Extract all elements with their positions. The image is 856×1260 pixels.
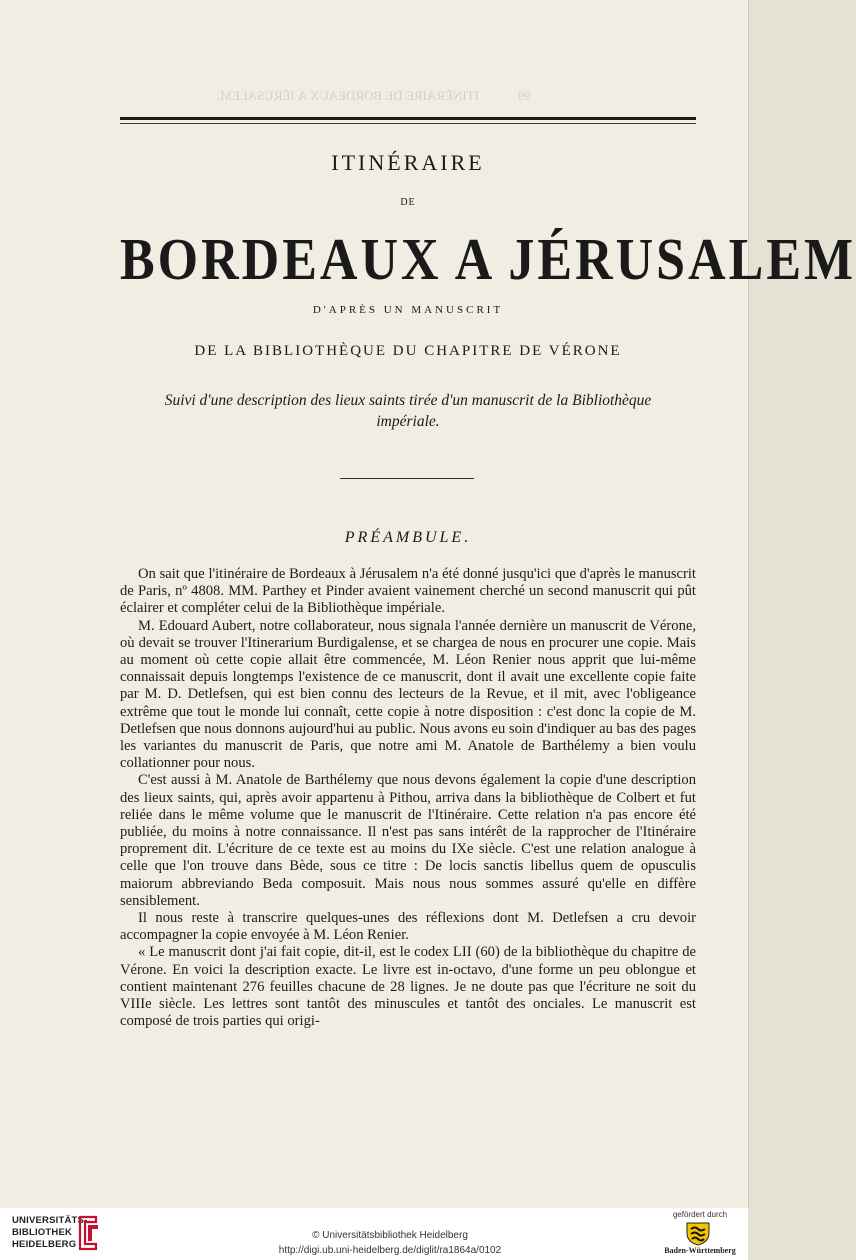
section-heading: PRÉAMBULE. bbox=[344, 529, 472, 546]
logo-text-line1: UNIVERSITÄTS- bbox=[12, 1215, 88, 1226]
funded-by-label: gefördert durch bbox=[672, 1210, 728, 1219]
logo-text-line3: HEIDELBERG bbox=[12, 1239, 77, 1250]
header-thin-rule bbox=[120, 123, 696, 124]
section-divider bbox=[340, 478, 474, 479]
paragraph: « Le manuscrit dont j'ai fait copie, dit-il, est le codex LII (60) de la bibliothèque du chapitre de Vérone. En voici la description exacte. Le livre est in-octavo, d'une forme un peu oblongue et contient maintenant 276 feuilles chacune de 28 lignes. Je ne doute pas que l'écriture ne soit du VIIIe siècle. Les lettres sont tantôt des minuscules et tantôt des onciales. Le manuscrit est composé de trois parties qui origi- bbox=[120, 944, 696, 1030]
copyright-notice: © Universitätsbibliothek Heidelberg bbox=[312, 1230, 468, 1241]
subtitle: Suivi d'une description des lieux saints tirée d'un manuscrit de la Bibliothèque impériale. bbox=[164, 392, 652, 430]
baden-wuerttemberg-coat-of-arms-icon bbox=[683, 1220, 713, 1246]
paragraph: C'est aussi à M. Anatole de Barthélemy que nous devons également la copie d'une description des lieux saints, qui, après avoir appartenu à Pithou, arriva dans la bibliothèque de Colbert et fut reliée dans le même volume que le manuscrit de l'Itinéraire. Cette relation n'a pas encore été publiée, du moins à notre connaissance. Il n'est pas sans intérêt de la rapprocher de l'Itinéraire proprement dit. L'écriture de ce texte est au moins du IXe siècle. C'est une relation analogue à celle que l'on trouve dans Bède, sous ce titre : De locis sanctis libellus quem de opusculis maiorum abbreviando Beda composuit. Mais nous nous sommes assuré qu'elle en diffère sensiblement. bbox=[120, 772, 696, 909]
bleed-page-number: 99 bbox=[517, 88, 531, 103]
body-text bbox=[120, 566, 696, 1030]
state-name: Baden-Württemberg bbox=[664, 1246, 736, 1255]
title-itineraire: ITINÉRAIRE bbox=[331, 150, 485, 175]
title-library: DE LA BIBLIOTHÈQUE DU CHAPITRE DE VÉRONE bbox=[194, 343, 622, 359]
permalink-url[interactable]: http://digi.ub.uni-heidelberg.de/diglit/ra1864a/0102 bbox=[278, 1245, 502, 1256]
title-after-manuscript: D'APRÈS UN MANUSCRIT bbox=[312, 304, 504, 316]
main-title: BORDEAUX A JÉRUSALEM bbox=[120, 227, 856, 293]
header-thick-rule bbox=[120, 117, 696, 120]
paragraph: Il nous reste à transcrire quelques-unes des réflexions dont M. Detlefsen a cru devoir accompagner la copie envoyée à M. Léon Renier. bbox=[120, 910, 696, 944]
paragraph: M. Edouard Aubert, notre collaborateur, nous signala l'année dernière un manuscrit de Vérone, où devait se trouver l'Itinerarium Burdigalense, et se chargea de nous en procurer une copie. Mais au moment où cette copie allait être commencée, M. Léon Renier nous apprit que lui-même connaissait depuis longtemps l'existence de ce manuscrit, dont il avait une excellente copie faite par M. D. Detlefsen, qui est bien connu des lecteurs de la Revue, et il mit, avec l'obligeance extrême que tout le monde lui connaît, cette copie à notre disposition : c'est donc la copie de M. Detlefsen que nous donnons aujourd'hui au public. Nous avons eu soin d'indiquer au bas des pages les variantes du manuscrit de Paris, que notre ami M. Anatole de Barthélemy a bien voulu collationner pour nous. bbox=[120, 617, 696, 772]
logo-text-line2: BIBLIOTHEK bbox=[12, 1227, 73, 1238]
library-mark-icon bbox=[68, 1213, 104, 1253]
paragraph: On sait que l'itinéraire de Bordeaux à Jérusalem n'a été donné jusqu'ici que d'après le manuscrit de Paris, nº 4808. MM. Parthey et Pinder avaient vainement cherché un second manuscrit qui pût éclairer et compléter celui de la Bibliothèque impériale. bbox=[120, 566, 696, 617]
bleed-running-title: ITINÉRAIRE DE BORDEAUX A JÉRUSALEM. bbox=[217, 88, 479, 103]
bleed-through-header bbox=[0, 88, 748, 104]
title-de: DE bbox=[400, 197, 416, 208]
